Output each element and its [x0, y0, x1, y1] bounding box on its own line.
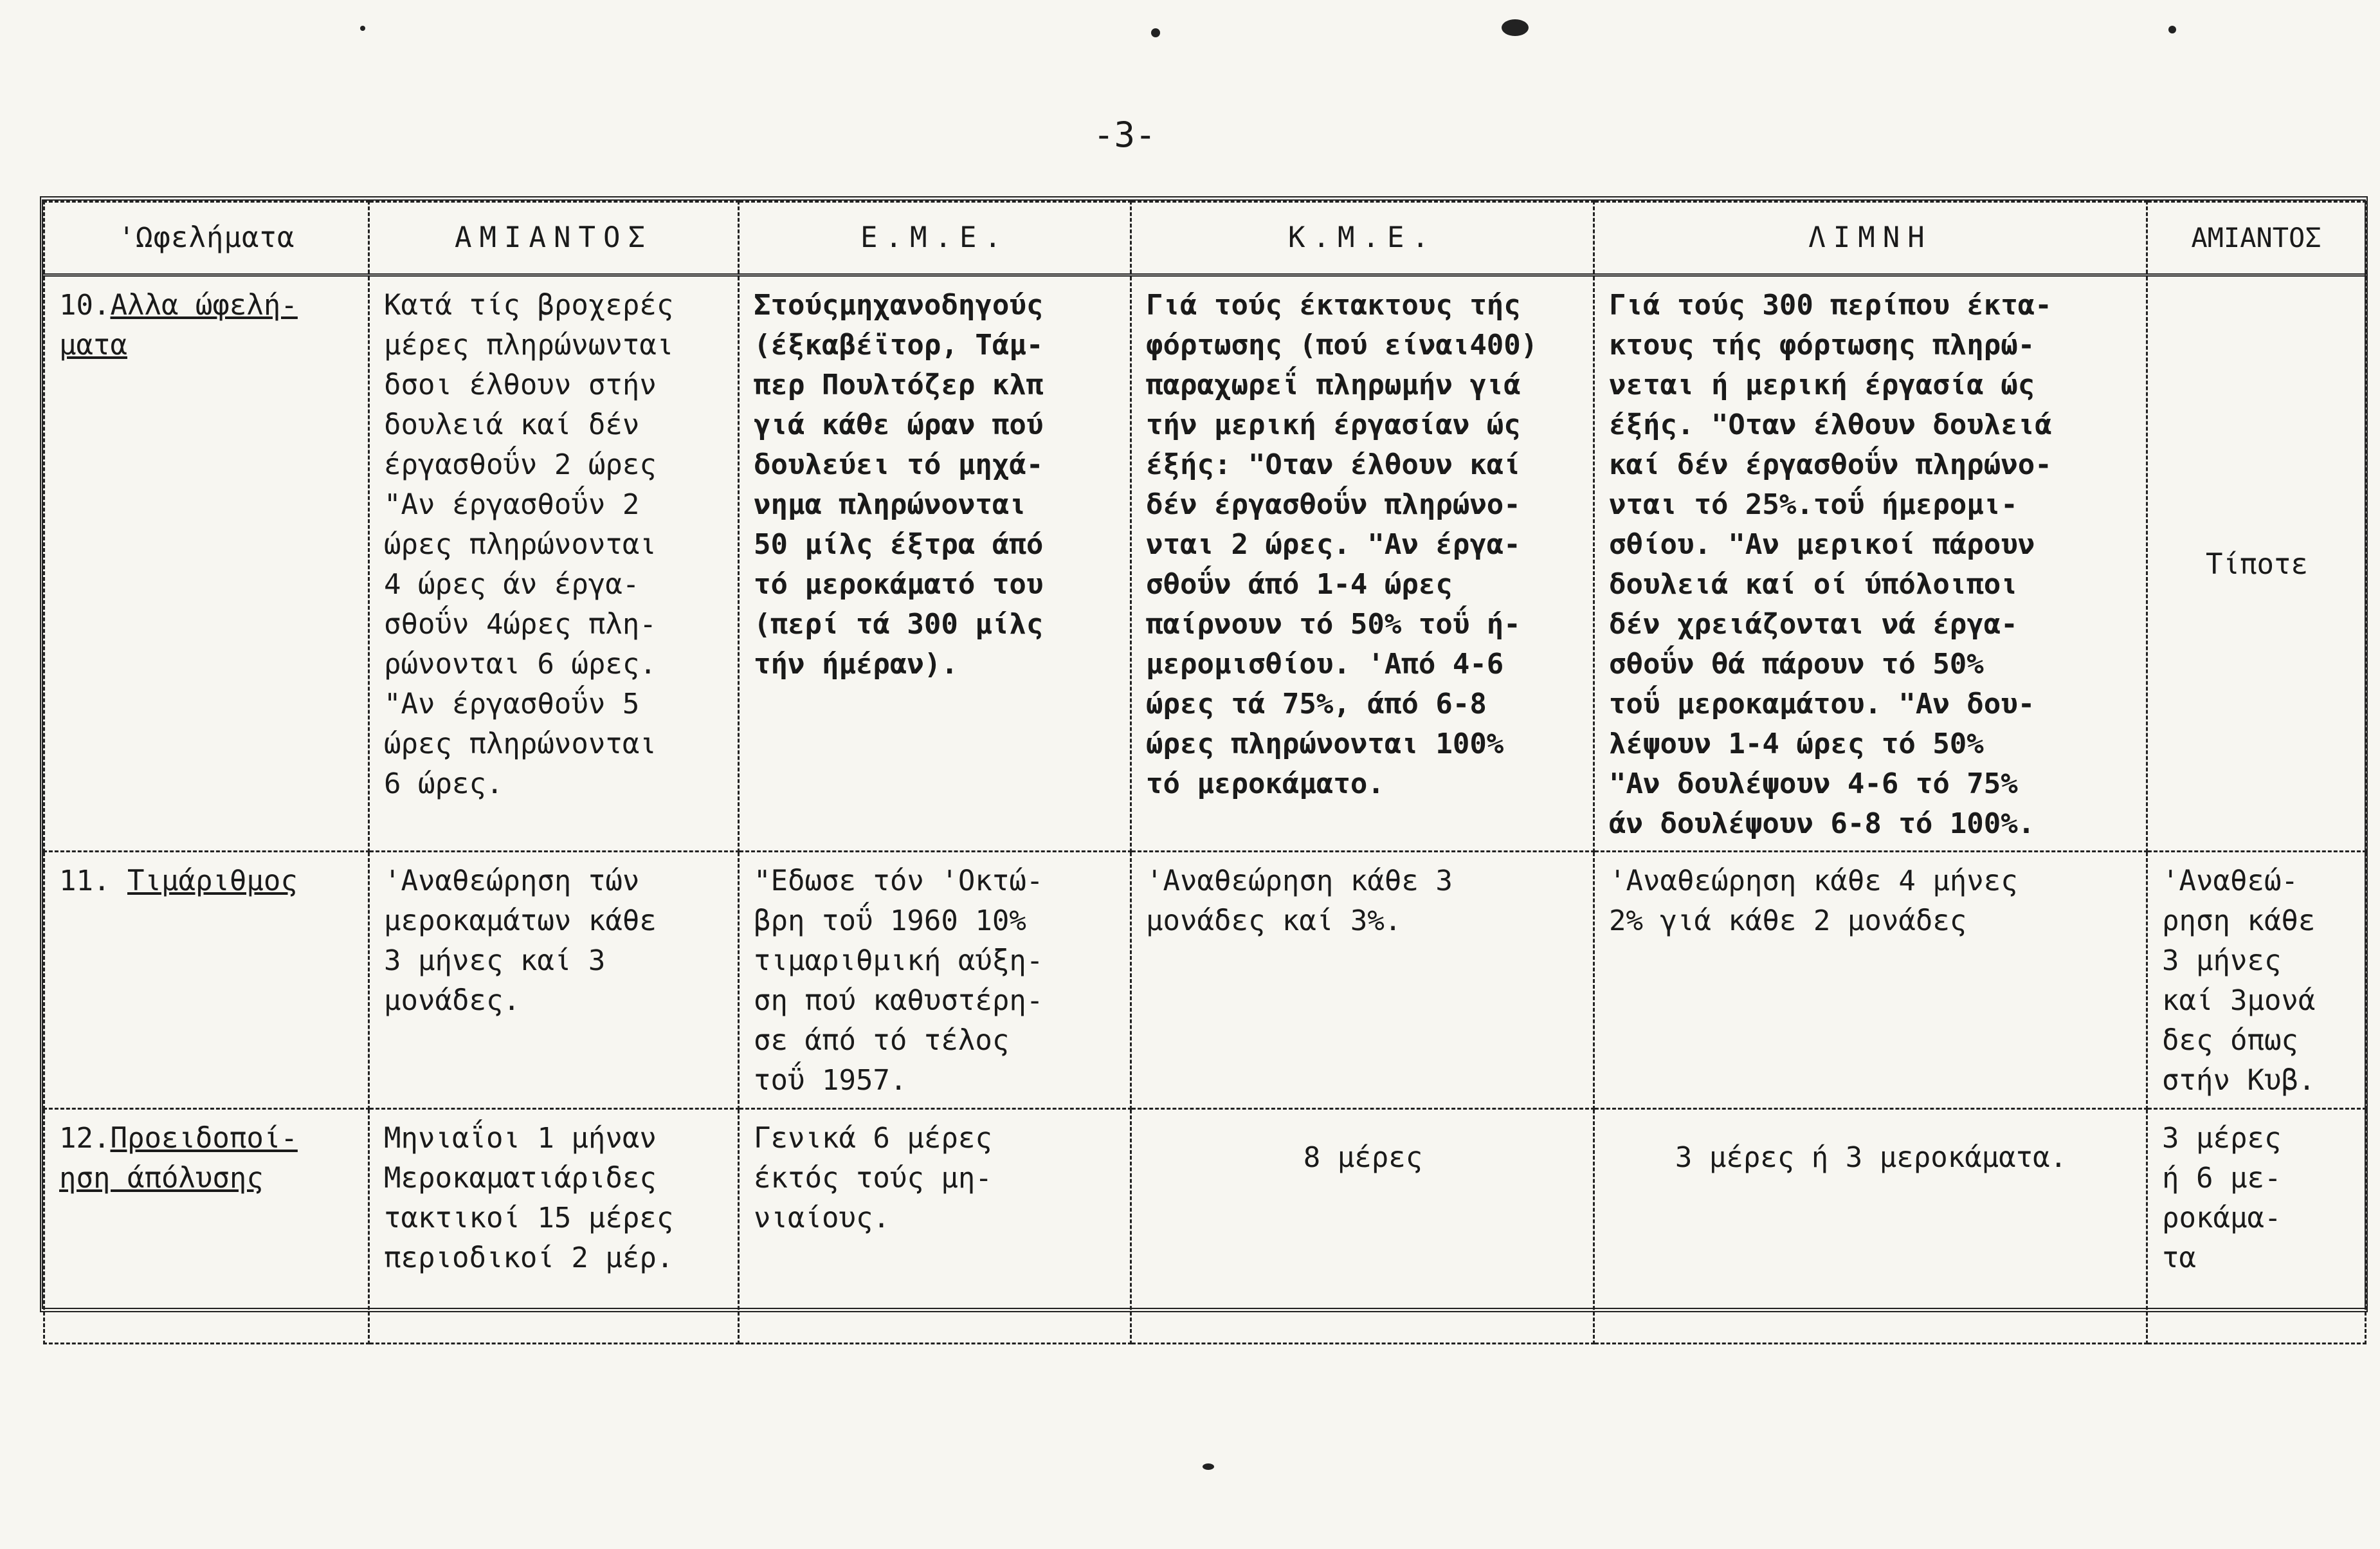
row-number: 11. [59, 865, 111, 897]
row-number: 10. [59, 289, 111, 322]
eme-cell: "Εδωσε τόν 'Οκτώ- βρη τοΰ 1960 10% τιμαριθμική αύξη- ση πού καθυστέρη- σε άπό τό τέλος τοΰ 1957. [739, 852, 1131, 1109]
amiantos-cell: 'Αναθεώρηση τών μεροκαμάτων κάθε 3 μήνες καί 3 μονάδες. [369, 852, 739, 1109]
scan-speck [1151, 28, 1160, 37]
header-amiantos-2: ΑΜΙΑΝΤΟΣ [2147, 202, 2366, 275]
row-title: Τιμάριθμος [127, 865, 298, 897]
table-row [44, 275, 2366, 852]
eme-cell: Στούςμηχανοδηγούς (έξκαβέϊτορ, Τάμ- περ Πουλτόζερ κλπ γιά κάθε ώραν πού δουλεύει τό μηχά- νημα πληρώνονται 50 μίλς έξτρα άπό τό μεροκάματό του (περί τά 300 μίλς τήν ήμέραν). [739, 275, 1131, 852]
kme-cell: 8 μέρες [1131, 1109, 1594, 1344]
header-limni: ΛΙΜΝΗ [1594, 202, 2147, 275]
amiantos-cell: Μηνιαΐοι 1 μήναν Μεροκαματιάριδες τακτικοί 15 μέρες περιοδικοί 2 μέρ. [369, 1109, 739, 1344]
amiantos2-cell: 'Αναθεώ- ρηση κάθε 3 μήνες καί 3μονά δες όπως στήν Κυβ. [2147, 852, 2366, 1109]
benefits-comparison-table [40, 196, 2368, 1312]
table-row [44, 1109, 2366, 1344]
eme-cell: Γενικά 6 μέρες έκτός τούς μη- νιαίους. [739, 1109, 1131, 1344]
scan-speck [360, 26, 365, 31]
amiantos2-cell: Τίποτε [2147, 275, 2366, 852]
header-benefits: 'Ωφελήματα [44, 202, 369, 275]
limni-cell: Γιά τούς 300 περίπου έκτα- κτους τής φόρτωσης πληρώ- νεται ή μερική έργασία ώς έξής. "Οταν έλθουν δουλειά καί δέν έργασθοΰν πληρώνο- νται τό 25%.τοΰ ήμερομι- σθίου. "Αν μερικοί πάρουν δουλειά καί οί ύπόλοιποι δέν χρειάζονται νά έργα- σθοΰν θά πάρουν τό 50% τοΰ μεροκαμάτου. "Αν δου- λέψουν 1-4 ώρες τό 50% "Αν δουλέψουν 4-6 τό 75% άν δουλέψουν 6-8 τό 100%. [1594, 275, 2147, 852]
header-row [44, 202, 2366, 275]
scan-speck [2168, 26, 2176, 33]
table-row [44, 852, 2366, 1109]
header-eme: Ε.Μ.Ε. [739, 202, 1131, 275]
benefit-cell [44, 1109, 369, 1344]
header-kme: Κ.Μ.Ε. [1131, 202, 1594, 275]
kme-cell: 'Αναθεώρηση κάθε 3 μονάδες καί 3%. [1131, 852, 1594, 1109]
row-number: 12. [59, 1122, 111, 1155]
scan-speck [1502, 19, 1529, 36]
row-title: Αλλα ώφελή- ματα [59, 289, 298, 362]
kme-cell: Γιά τούς έκτακτους τής φόρτωσης (πού είναι400) παραχωρεΐ πληρωμήν γιά τήν μερική έργασίαν ώς έξής: "Οταν έλθουν καί δέν έργασθοΰν πληρώνο- νται 2 ώρες. "Αν έργα- σθοΰν άπό 1-4 ώρες παίρνουν τό 50% τοΰ ή- μερομισθίου. 'Από 4-6 ώρες τά 75%, άπό 6-8 ώρες πληρώνονται 100% τό μεροκάματο. [1131, 275, 1594, 852]
amiantos-cell: Κατά τίς βροχερές μέρες πληρώνωνται δσοι έλθουν στήν δουλειά καί δέν έργασθοΰν 2 ώρες "Αν έργασθοΰν 2 ώρες πληρώνονται 4 ώρες άν έργα- σθοΰν 4ώρες πλη- ρώνονται 6 ώρες. "Αν έργασθοΰν 5 ώρες πληρώνονται 6 ώρες. [369, 275, 739, 852]
amiantos2-cell: 3 μέρες ή 6 με- ροκάμα- τα [2147, 1109, 2366, 1344]
limni-cell: 3 μέρες ή 3 μεροκάματα. [1594, 1109, 2147, 1344]
limni-cell: 'Αναθεώρηση κάθε 4 μήνες 2% γιά κάθε 2 μονάδες [1594, 852, 2147, 1109]
scan-speck [1203, 1463, 1214, 1470]
header-amiantos: ΑΜΙΑΝΤΟΣ [369, 202, 739, 275]
row-title: Προειδοποί- ηση άπόλυσης [59, 1122, 298, 1195]
benefit-cell [44, 275, 369, 852]
benefit-cell [44, 852, 369, 1109]
page-number: -3- [1093, 115, 1156, 155]
